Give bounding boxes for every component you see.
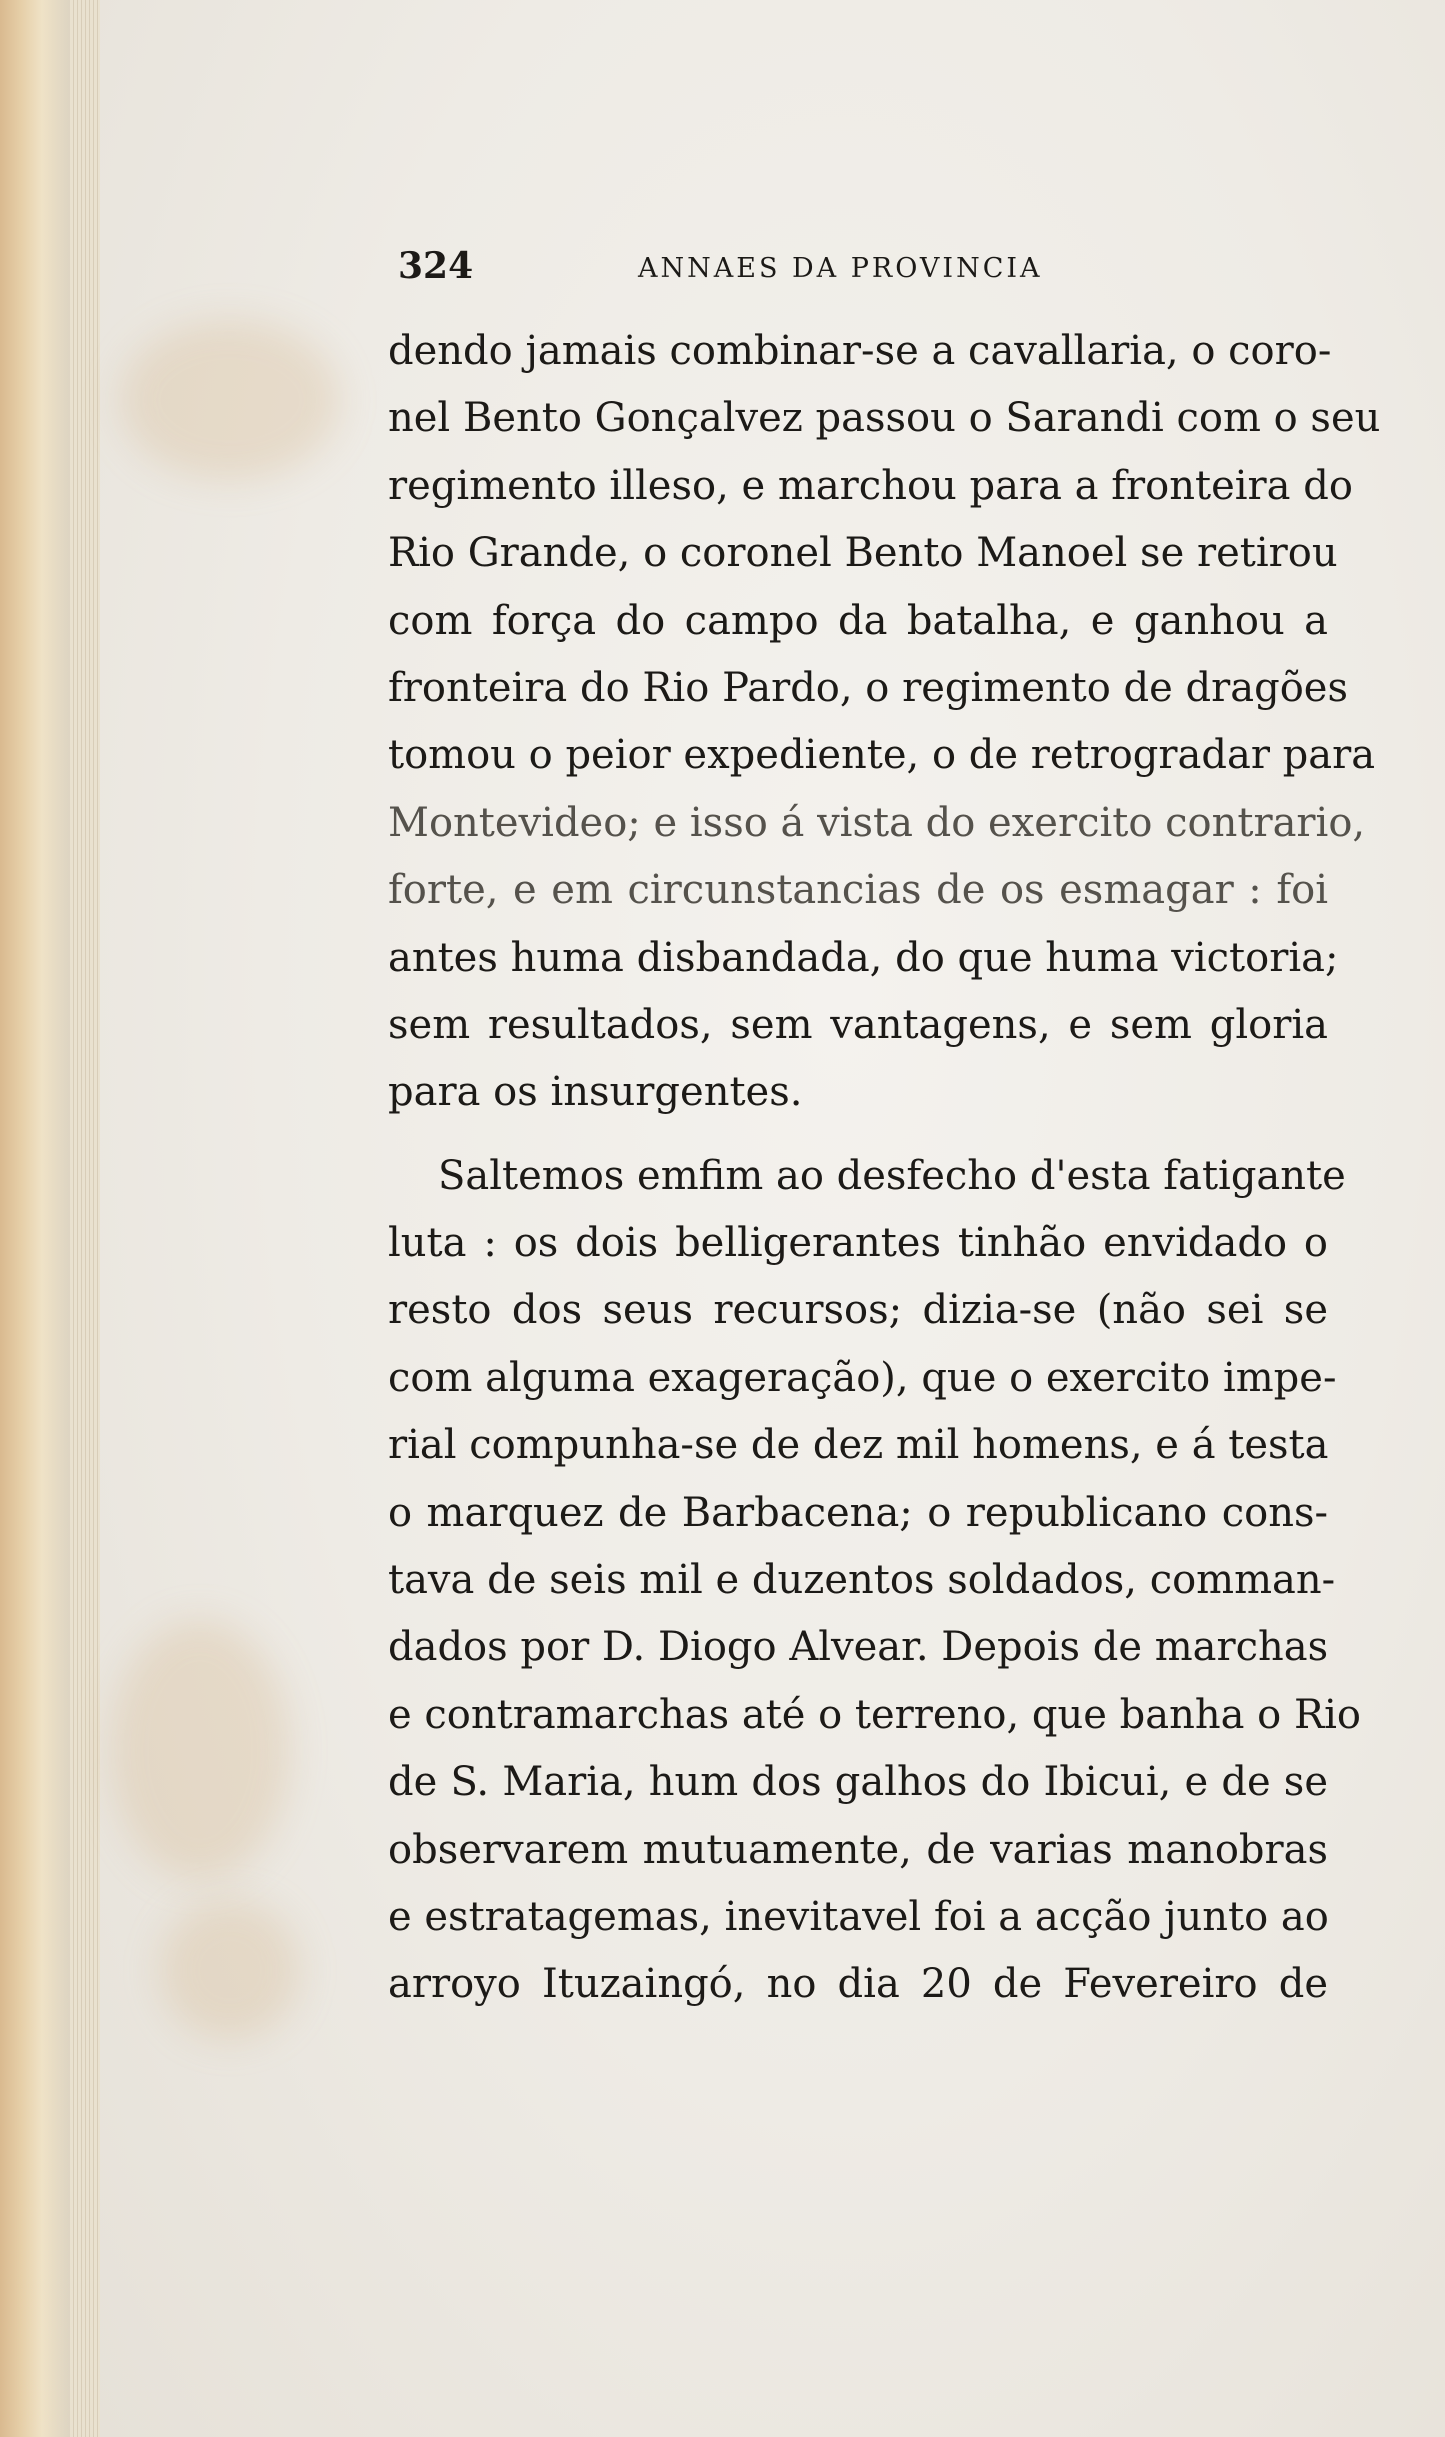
text-line: luta : os dois belligerantes tinhão envidado o: [388, 1220, 1328, 1267]
text-line: forte, e em circunstancias de os esmagar : foi: [388, 867, 1328, 914]
text-line: rial compunha-se de dez mil homens, e á testa: [388, 1422, 1329, 1469]
text-line: regimento illeso, e marchou para a fronteira do: [388, 462, 1353, 509]
text-line: com alguma exageração), que o exercito impe-: [388, 1354, 1337, 1401]
text-line: sem resultados, sem vantagens, e sem gloria: [388, 1001, 1328, 1048]
book-edge: [0, 0, 70, 2437]
page-number: 324: [398, 245, 474, 287]
text-line: fronteira do Rio Pardo, o regimento de dragões: [388, 664, 1348, 711]
text-line: tomou o peior expediente, o de retrogradar para: [388, 732, 1376, 779]
text-line: para os insurgentes.: [388, 1069, 803, 1116]
text-line: Saltemos emfim ao desfecho d'esta fatigante: [438, 1152, 1346, 1199]
text-line: e estratagemas, inevitavel foi a acção junto ao: [388, 1893, 1329, 1940]
text-line: observarem mutuamente, de varias manobras: [388, 1826, 1328, 1873]
text-line: o marquez de Barbacena; o republicano cons-: [388, 1489, 1328, 1536]
text-line: tava de seis mil e duzentos soldados, comman-: [388, 1557, 1336, 1604]
page-header: [398, 245, 1328, 295]
text-line: Montevideo; e isso á vista do exercito contrario,: [388, 799, 1366, 846]
text-line: resto dos seus recursos; dizia-se (não sei se: [388, 1287, 1328, 1334]
text-line: antes huma disbandada, do que huma victoria;: [388, 934, 1339, 981]
text-line: dendo jamais combinar-se a cavallaria, o coro-: [388, 328, 1332, 374]
text-line: Rio Grande, o coronel Bento Manoel se retirou: [388, 530, 1338, 577]
paper-stain: [110, 1620, 290, 1880]
text-line: dados por D. Diogo Alvear. Depois de marchas: [388, 1624, 1329, 1671]
running-head: ANNAES DA PROVINCIA: [638, 253, 1043, 284]
paper-stain: [160, 1900, 300, 2040]
text-line: de S. Maria, hum dos galhos do Ibicui, e de se: [388, 1759, 1328, 1806]
paragraph: [388, 318, 1381, 1127]
text-line: e contramarchas até o terreno, que banha o Rio: [388, 1691, 1361, 1738]
text-line: nel Bento Gonçalvez passou o Sarandi com o seu: [388, 395, 1381, 442]
text-line: arroyo Ituzaingó, no dia 20 de Fevereiro de: [388, 1961, 1328, 2008]
paragraph: [388, 1143, 1361, 2019]
page-stack: [70, 0, 100, 2437]
paper-stain: [120, 320, 340, 480]
body-text: [388, 318, 1381, 2019]
text-line: com força do campo da batalha, e ganhou a: [388, 597, 1328, 644]
